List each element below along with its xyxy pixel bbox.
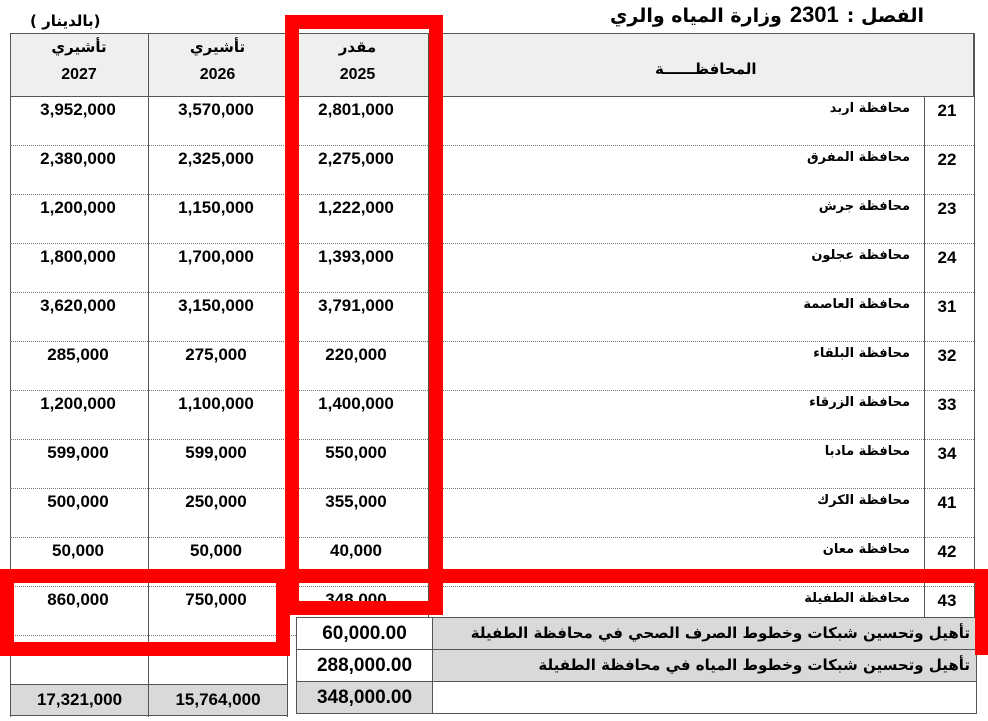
total-2026: 15,764,000 — [148, 684, 288, 716]
value-2026: 1,700,000 — [178, 247, 254, 266]
value-2027: 285,000 — [47, 345, 109, 364]
value-2025: 1,222,000 — [318, 198, 394, 217]
value-2025: 40,000 — [330, 541, 382, 560]
value-2025: 220,000 — [325, 345, 387, 364]
breakdown-total-description — [433, 682, 976, 713]
governorate-code: 24 — [937, 248, 957, 267]
chapter-number: 2301 — [789, 2, 839, 27]
value-2026: 1,100,000 — [178, 394, 254, 413]
value-2027: 1,800,000 — [40, 247, 116, 266]
governorate-name: محافظة اربد — [829, 101, 910, 116]
value-2026: 750,000 — [185, 590, 247, 609]
governorate-name: محافظة عجلون — [811, 248, 910, 263]
value-2026: 275,000 — [185, 345, 247, 364]
value-2027: 1,200,000 — [40, 198, 116, 217]
breakdown-total-row — [297, 682, 976, 714]
governorate-name: محافظة مادبا — [824, 444, 910, 459]
governorate-code: 22 — [937, 150, 957, 169]
highlight-row-top-edge — [0, 569, 988, 583]
value-2025: 1,400,000 — [318, 394, 394, 413]
value-2026: 50,000 — [190, 541, 242, 560]
value-2027: 599,000 — [47, 443, 109, 462]
value-2027: 2,380,000 — [40, 149, 116, 168]
column-2025-header: مقدر 2025 — [338, 38, 377, 83]
governorate-name: محافظة الزرقاء — [809, 395, 910, 410]
chapter-heading — [610, 2, 924, 28]
governorate-code: 41 — [937, 493, 957, 512]
row-separator — [10, 243, 974, 244]
governorate-name: محافظة جرش — [818, 199, 910, 214]
governorate-code: 23 — [937, 199, 957, 218]
governorate-name: محافظة العاصمة — [803, 297, 910, 312]
value-2025: 2,275,000 — [318, 149, 394, 168]
breakdown-row — [297, 650, 976, 682]
row-separator — [10, 390, 974, 391]
governorate-column-header: المحافظــــــة — [655, 60, 757, 78]
value-2027: 3,620,000 — [40, 296, 116, 315]
governorate-name: محافظة معان — [822, 542, 910, 557]
value-2026: 3,150,000 — [178, 296, 254, 315]
grid-line — [974, 33, 975, 617]
currency-unit: (بالدينار ) — [30, 12, 101, 30]
row-separator — [10, 586, 974, 587]
grid-line — [148, 33, 149, 717]
value-2026: 2,325,000 — [178, 149, 254, 168]
value-2025: 2,801,000 — [318, 100, 394, 119]
highlight-row-inner-edge — [276, 569, 290, 656]
breakdown-amount: 60,000.00 — [297, 618, 433, 649]
tafileh-breakdown-table — [296, 617, 977, 714]
value-2027: 50,000 — [52, 541, 104, 560]
value-2025: 3,791,000 — [318, 296, 394, 315]
governorate-code: 43 — [937, 591, 957, 610]
highlight-row-right-edge — [975, 569, 988, 655]
highlight-row-bottom-edge — [0, 642, 290, 656]
value-2027: 860,000 — [47, 590, 109, 609]
governorate-name: محافظة الطفيلة — [804, 591, 910, 606]
governorate-code: 32 — [937, 346, 957, 365]
breakdown-total-amount: 348,000.00 — [297, 682, 433, 713]
column-2027-header: تأشيري 2027 — [51, 38, 107, 83]
governorate-code: 42 — [937, 542, 957, 561]
value-2025: 348,000 — [325, 590, 387, 609]
grid-line — [924, 97, 925, 617]
row-separator — [10, 341, 974, 342]
row-separator — [10, 292, 974, 293]
value-2026: 3,570,000 — [178, 100, 254, 119]
governorate-name: محافظة المفرق — [806, 150, 910, 165]
chapter-label: الفصل : — [846, 5, 924, 27]
value-2025: 355,000 — [325, 492, 387, 511]
governorate-code: 33 — [937, 395, 957, 414]
row-separator — [10, 537, 974, 538]
ministry-name: وزارة المياه والري — [610, 5, 782, 27]
breakdown-description: تأهيل وتحسين شبكات وخطوط الصرف الصحي في محافظة الطفيلة — [433, 618, 976, 649]
row-separator — [10, 145, 974, 146]
value-2025: 1,393,000 — [318, 247, 394, 266]
breakdown-description: تأهيل وتحسين شبكات وخطوط المياه في محافظة الطفيلة — [433, 650, 976, 681]
value-2025: 550,000 — [325, 443, 387, 462]
governorate-name: محافظة الكرك — [817, 493, 910, 508]
row-separator — [10, 194, 974, 195]
governorate-code: 31 — [937, 297, 957, 316]
governorate-code: 21 — [937, 101, 957, 120]
breakdown-row — [297, 618, 976, 650]
governorate-name: محافظة البلقاء — [813, 346, 910, 361]
value-2026: 599,000 — [185, 443, 247, 462]
column-2026-header: تأشيري 2026 — [189, 38, 246, 83]
value-2027: 500,000 — [47, 492, 109, 511]
row-separator — [10, 488, 974, 489]
highlight-column-2025 — [285, 15, 443, 615]
value-2027: 3,952,000 — [40, 100, 116, 119]
value-2027: 1,200,000 — [40, 394, 116, 413]
row-separator — [10, 439, 974, 440]
breakdown-amount: 288,000.00 — [297, 650, 433, 681]
value-2026: 250,000 — [185, 492, 247, 511]
governorate-code: 34 — [937, 444, 957, 463]
total-2027: 17,321,000 — [10, 684, 149, 716]
value-2026: 1,150,000 — [178, 198, 254, 217]
